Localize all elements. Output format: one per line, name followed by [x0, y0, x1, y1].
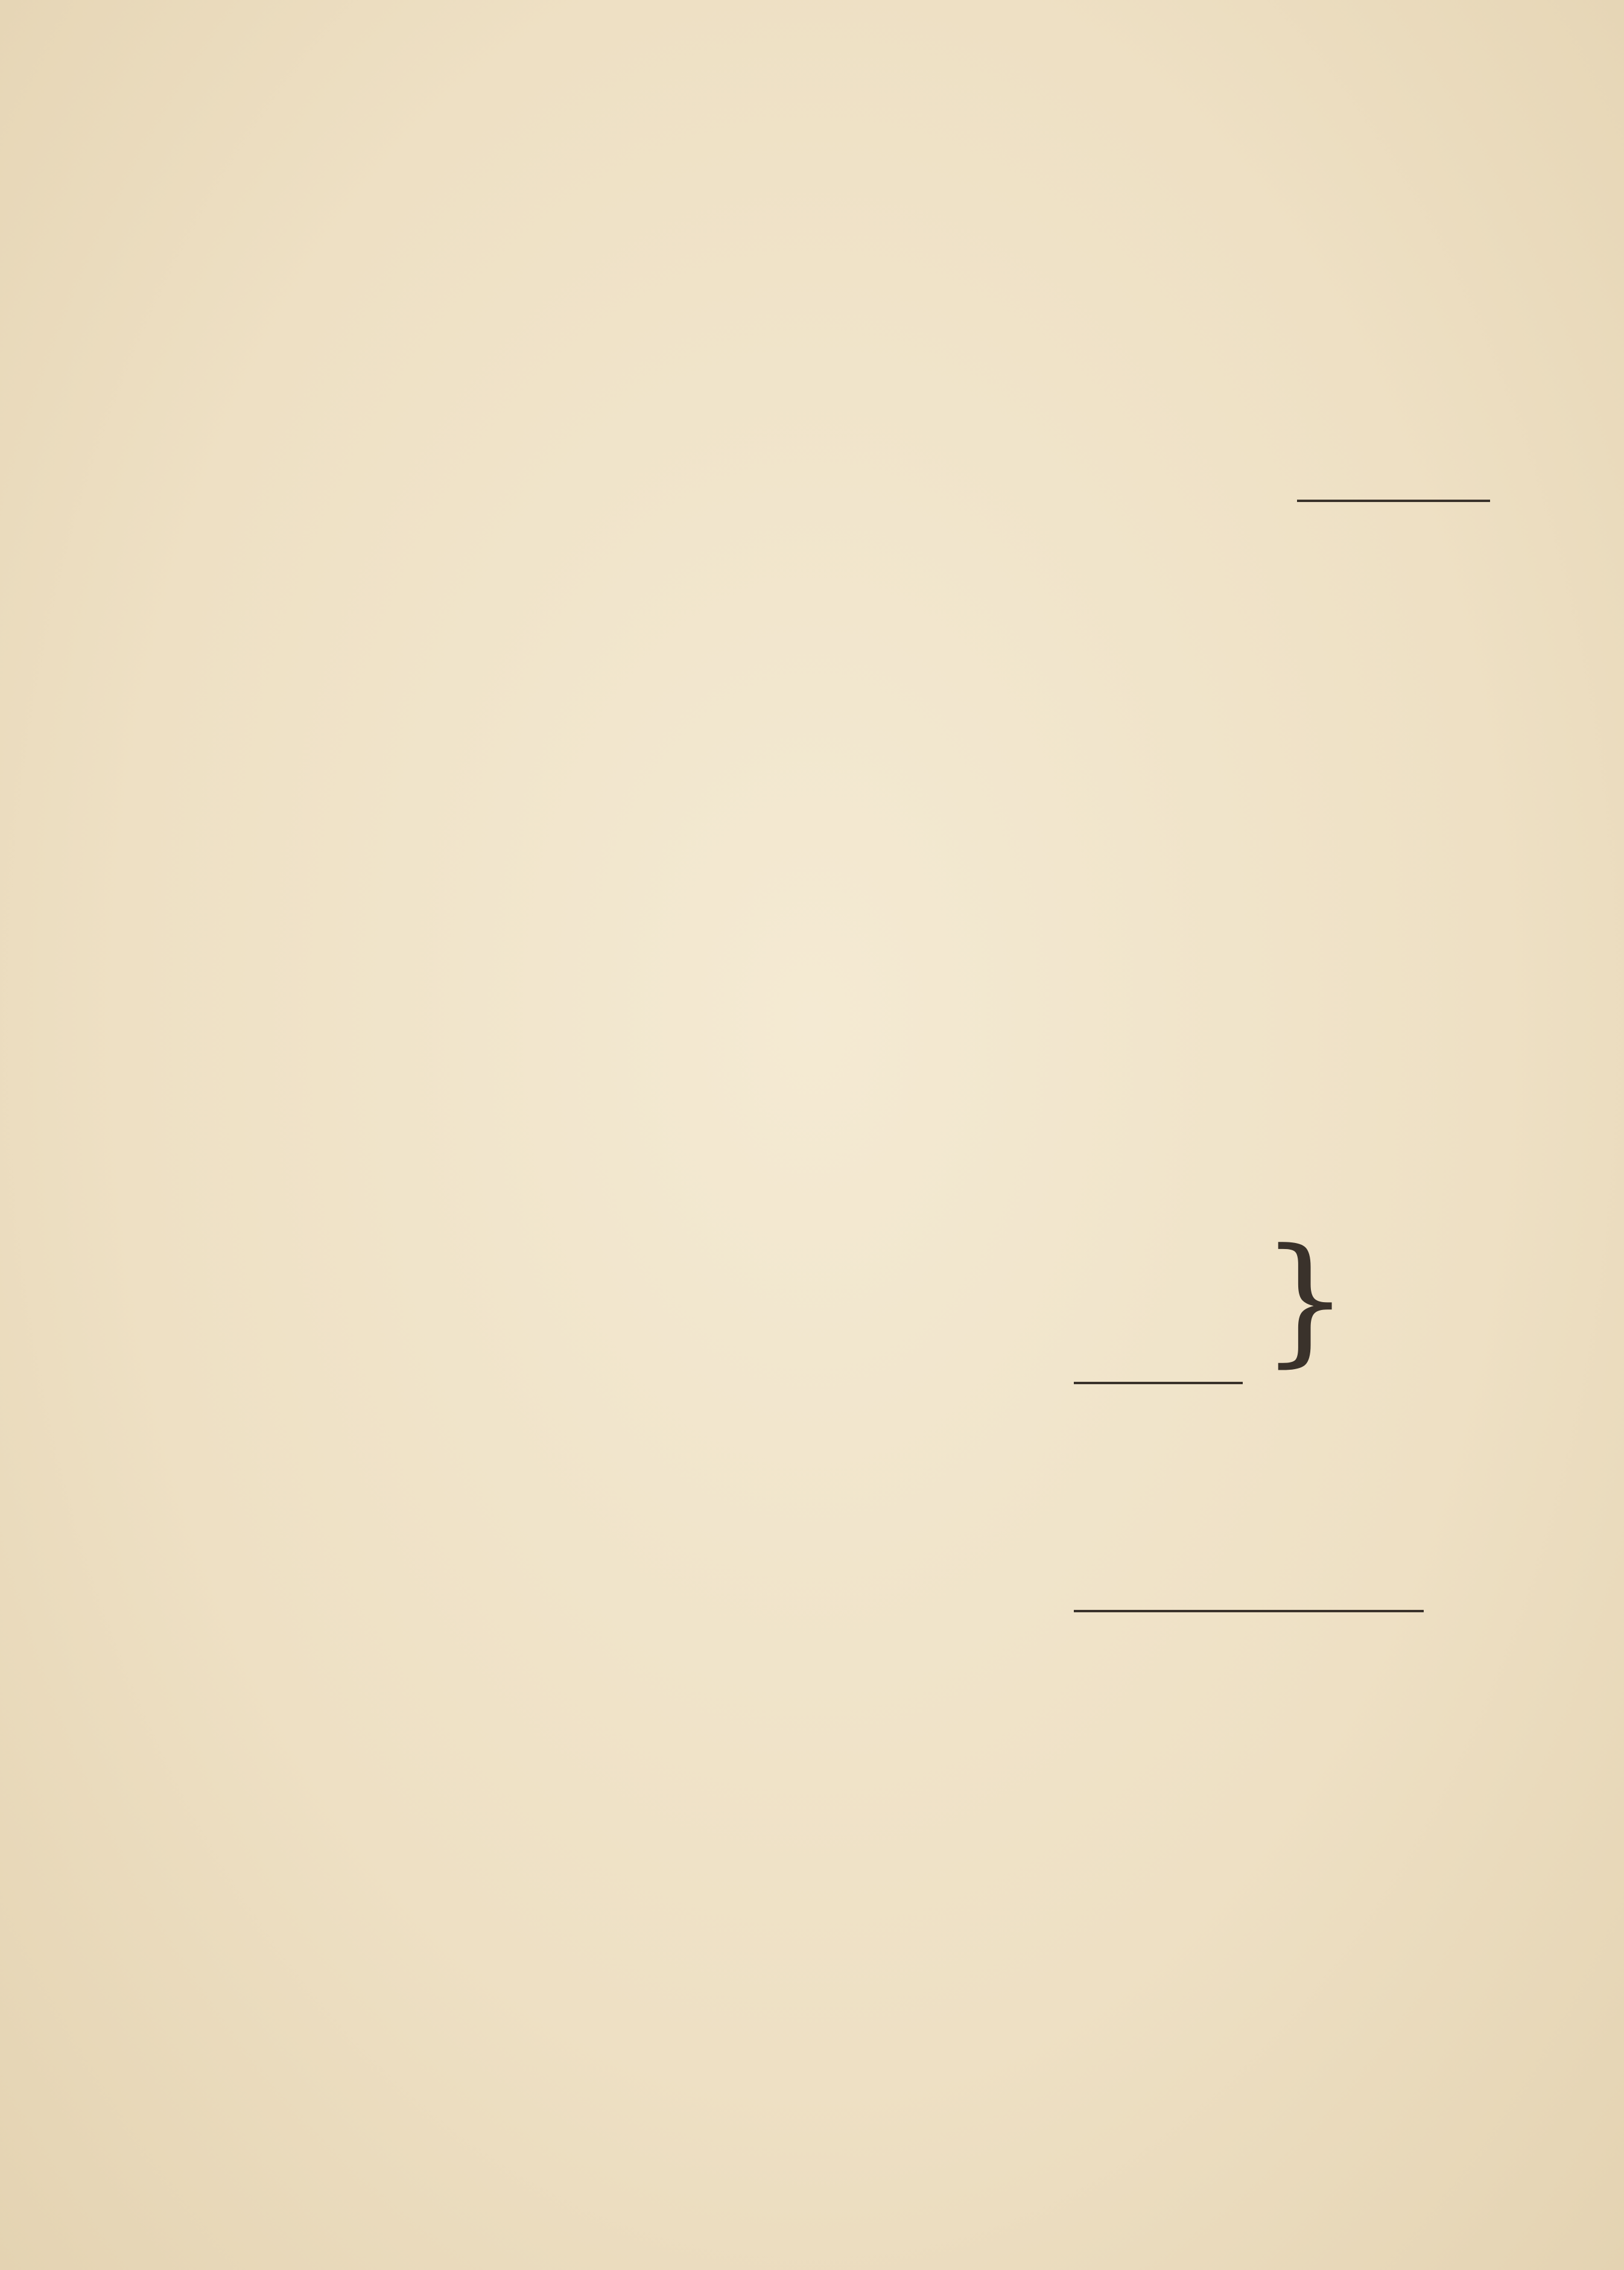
brace: }: [1261, 1219, 1350, 1381]
sum-rule: [1074, 1610, 1424, 1612]
top-total-rule: [1297, 500, 1490, 502]
split-rule: [1074, 1382, 1243, 1384]
running-header: [371, 176, 413, 223]
